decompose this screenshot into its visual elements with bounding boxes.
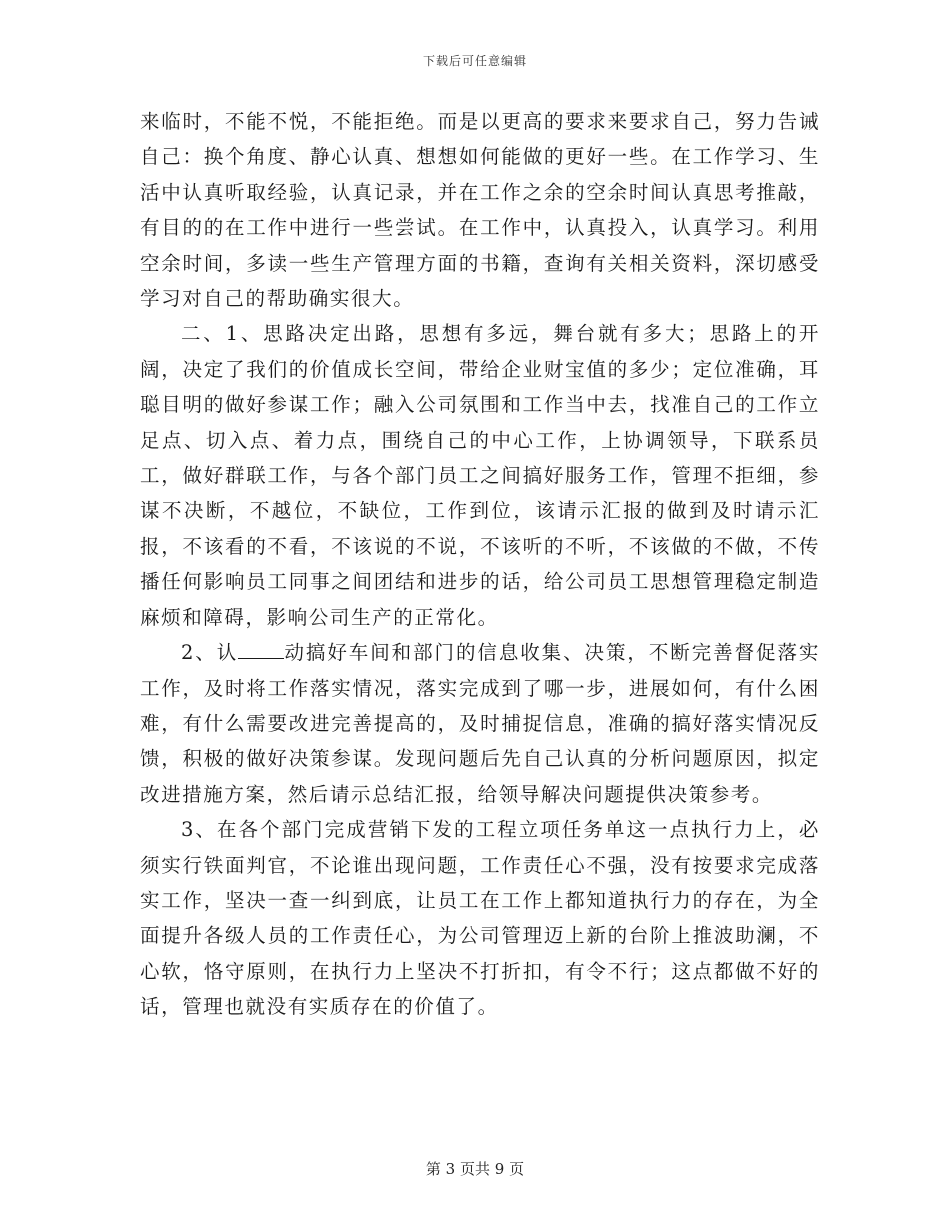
page-header: 下载后可任意编辑 bbox=[422, 54, 527, 68]
page-footer-number: 第 3 页共 9 页 bbox=[425, 1160, 525, 1178]
paragraph-continuation: 来临时，不能不悦，不能拒绝。而是以更高的要求来要求自己，努力告诫自己：换个角度、静心认真、想想如何能做的更好一些。在工作学习、生活中认真听取经验，认真记录，并在工作之余的空余时间认真思考推敲，有目的的在工作中进行一些尝试。在工作中，认真投入，认真学习。利用空余时间，多读一些生产管理方面的书籍，查询有关相关资料，深切感受学习对自己的帮助确实很大。 bbox=[140, 110, 820, 311]
fill-in-blank bbox=[238, 644, 284, 659]
paragraph-item-three: 3、在各个部门完成营销下发的工程立项任务单这一点执行力上，必须实行铁面判官，不论谁出现问题，工作责任心不强，没有按要求完成落实工作，坚决一查一纠到底，让员工在工作上都知道执行力的存在，为全面提升各级人员的工作责任心，为公司管理迈上新的台阶上推波助澜，不心软，恪守原则，在执行力上坚决不打折扣，有令不行；这点都做不好的话，管理也就没有实质存在的价值了。 bbox=[140, 818, 820, 1019]
document-body bbox=[140, 104, 820, 1025]
paragraph-item-two-rest: 动搞好车间和部门的信息收集、决策，不断完善督促落实工作，及时将工作落实情况，落实完成到了哪一步，进展如何，有什么困难，有什么需要改进完善提高的，及时捕捉信息，准确的搞好落实情况反馈，积极的做好决策参谋。发现问题后先自己认真的分析问题原因，拟定改进措施方案，然后请示总结汇报，给领导解决问题提供决策参考。 bbox=[140, 641, 820, 806]
paragraph-item-two bbox=[140, 635, 820, 812]
paragraph-item-two-lead: 2、认 bbox=[180, 641, 239, 665]
paragraph-section-two-item-one: 二、1、思路决定出路，思想有多远，舞台就有多大；思路上的开阔，决定了我们的价值成长空间，带给企业财宝值的多少；定位准确，耳聪目明的做好参谋工作；融入公司氛围和工作当中去，找准自己的工作立足点、切入点、着力点，围绕自己的中心工作，上协调领导，下联系员工，做好群联工作，与各个部门员工之间搞好服务工作，管理不拒细，参谋不决断，不越位，不缺位，工作到位，该请示汇报的做到及时请示汇报，不该看的不看，不该说的不说，不该听的不听，不该做的不做，不传播任何影响员工同事之间团结和进步的话，给公司员工思想管理稳定制造麻烦和障碍，影响公司生产的正常化。 bbox=[140, 322, 820, 629]
